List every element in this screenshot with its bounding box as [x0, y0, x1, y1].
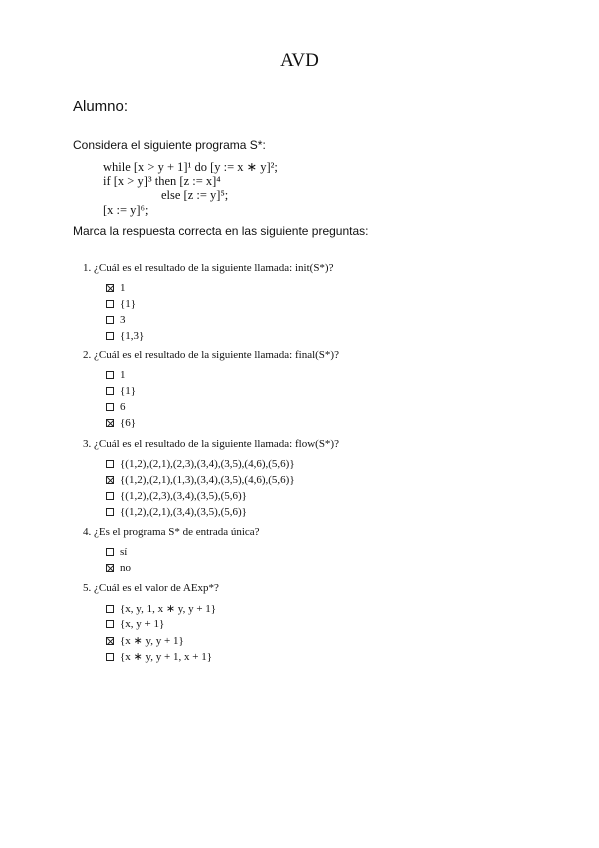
answer-option[interactable]	[106, 458, 295, 470]
answer-option-label: {1,3}	[120, 330, 145, 342]
answer-option[interactable]	[106, 369, 126, 381]
checkbox-icon[interactable]	[106, 371, 114, 379]
question-1: 1. ¿Cuál es el resultado de la siguiente llamada: init(S*)?	[83, 262, 334, 274]
checked-checkbox-icon[interactable]	[106, 637, 114, 645]
checkbox-icon[interactable]	[106, 620, 114, 628]
answer-option[interactable]	[106, 650, 212, 663]
checkbox-icon[interactable]	[106, 492, 114, 500]
answer-option[interactable]	[106, 330, 144, 342]
answer-option[interactable]	[106, 298, 136, 310]
answer-option-label: {x ∗ y, y + 1}	[120, 635, 184, 647]
answer-option-label: {1}	[120, 298, 137, 310]
checkbox-icon[interactable]	[106, 387, 114, 395]
answer-option-label: {x ∗ y, y + 1, x + 1}	[120, 651, 212, 663]
answer-option[interactable]	[106, 401, 126, 413]
answer-option-label: 6	[120, 401, 126, 413]
checkbox-icon[interactable]	[106, 332, 114, 340]
answer-option[interactable]	[106, 634, 184, 647]
question-5: 5. ¿Cuál es el valor de AExp*?	[83, 582, 219, 594]
question-2: 2. ¿Cuál es el resultado de la siguiente llamada: final(S*)?	[83, 349, 339, 361]
question-4: 4. ¿Es el programa S* de entrada única?	[83, 526, 260, 538]
checked-checkbox-icon[interactable]	[106, 419, 114, 427]
checkbox-icon[interactable]	[106, 316, 114, 324]
program-line-2: if [x > y]³ then [z := x]⁴	[103, 174, 221, 188]
checkbox-icon[interactable]	[106, 300, 114, 308]
checkbox-icon[interactable]	[106, 548, 114, 556]
answer-option-label: {(1,2),(2,1),(3,4),(3,5),(5,6)}	[120, 506, 247, 518]
instruction-text: Marca la respuesta correcta en las siguiente preguntas:	[73, 224, 369, 238]
answer-option-label: {(1,2),(2,1),(1,3),(3,4),(3,5),(4,6),(5,6)}	[120, 474, 295, 486]
answer-option-label: 1	[120, 282, 126, 294]
student-label: Alumno:	[73, 98, 129, 115]
answer-option[interactable]	[106, 602, 216, 615]
answer-option[interactable]	[106, 506, 247, 518]
answer-option-label: {1}	[120, 385, 137, 397]
answer-option-label: 3	[120, 314, 126, 326]
program-line-4: [x := y]⁶;	[103, 203, 149, 217]
checkbox-icon[interactable]	[106, 653, 114, 661]
answer-option[interactable]	[106, 314, 126, 326]
answer-option-label: {6}	[120, 417, 137, 429]
answer-option[interactable]	[106, 618, 164, 630]
checkbox-icon[interactable]	[106, 403, 114, 411]
answer-option-label: {x, y, 1, x ∗ y, y + 1}	[120, 603, 217, 615]
answer-option-label: no	[120, 562, 131, 574]
answer-option-label: 1	[120, 369, 126, 381]
checkbox-icon[interactable]	[106, 460, 114, 468]
answer-option[interactable]	[106, 282, 126, 294]
question-3: 3. ¿Cuál es el resultado de la siguiente llamada: flow(S*)?	[83, 438, 339, 450]
answer-option[interactable]	[106, 546, 127, 558]
answer-option[interactable]	[106, 490, 247, 502]
checked-checkbox-icon[interactable]	[106, 476, 114, 484]
checked-checkbox-icon[interactable]	[106, 284, 114, 292]
program-line-1: while [x > y + 1]¹ do [y := x ∗ y]²;	[103, 160, 278, 174]
page-title: AVD	[280, 50, 319, 71]
answer-option-label: {(1,2),(2,1),(2,3),(3,4),(3,5),(4,6),(5,6)}	[120, 458, 295, 470]
answer-option-label: sí	[120, 546, 128, 558]
answer-option[interactable]	[106, 417, 136, 429]
program-line-3: else [z := y]⁵;	[161, 188, 229, 202]
checkbox-icon[interactable]	[106, 508, 114, 516]
intro-text: Considera el siguiente programa S*:	[73, 138, 266, 152]
answer-option[interactable]	[106, 474, 295, 486]
answer-option[interactable]	[106, 562, 131, 574]
checkbox-icon[interactable]	[106, 605, 114, 613]
answer-option-label: {x, y + 1}	[120, 618, 165, 630]
answer-option-label: {(1,2),(2,3),(3,4),(3,5),(5,6)}	[120, 490, 247, 502]
checked-checkbox-icon[interactable]	[106, 564, 114, 572]
answer-option[interactable]	[106, 385, 136, 397]
